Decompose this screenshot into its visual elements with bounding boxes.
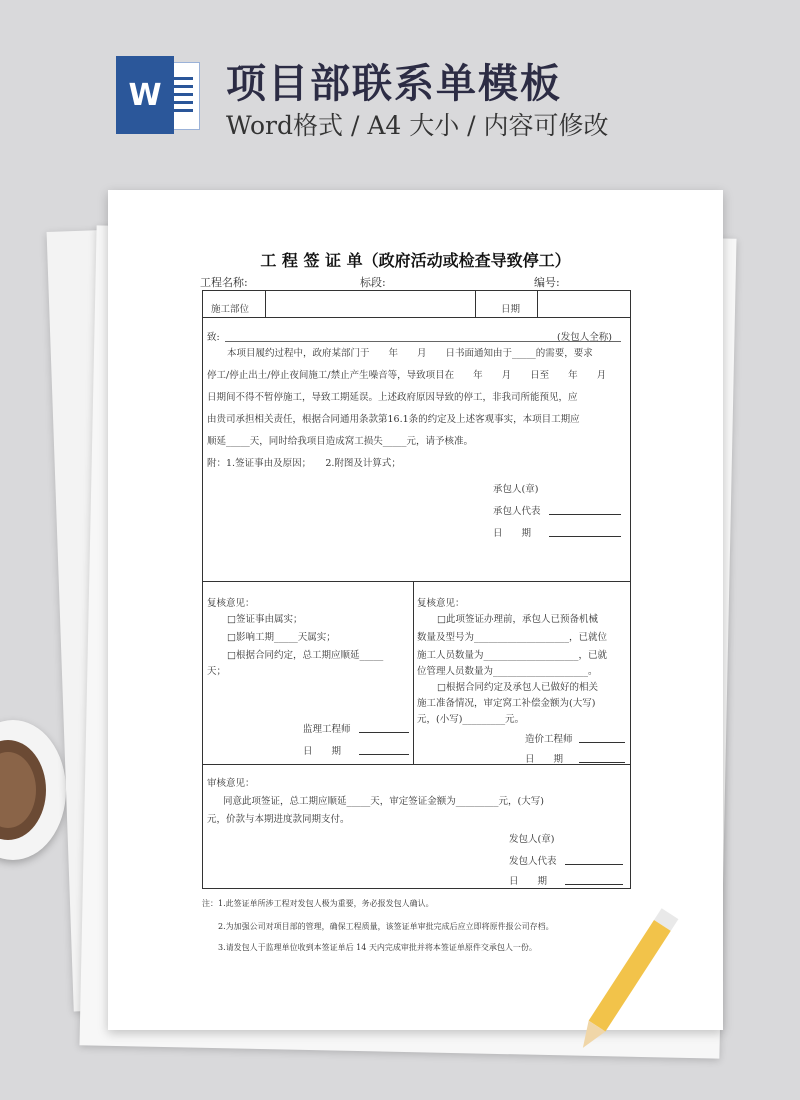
review-left-heading: 复核意见： bbox=[207, 598, 255, 609]
review-right-line-5: □根据合同约定及承包人已做好的相关 bbox=[437, 682, 598, 693]
visa-form-table bbox=[202, 290, 631, 889]
page-subtitle: Word格式 / A4 大小 / 内容可修改 bbox=[226, 111, 609, 140]
construction-unit-label: 施工部位 bbox=[211, 304, 250, 315]
body-line-2: 停工/停止出土/停止夜间施工/禁止产生噪音等，导致项目在 年 月 日至 年 月 bbox=[207, 370, 607, 381]
review-right-line-1: □此项签证办理前，承包人已预备机械 bbox=[437, 614, 598, 625]
review-right-heading: 复核意见： bbox=[417, 598, 465, 609]
review-right-line-4: 位管理人员数量为____________________。 bbox=[417, 666, 598, 677]
review-right-line-2: 数量及型号为____________________，已就位 bbox=[417, 632, 608, 643]
note-2: 2.为加强公司对项目部的管理，确保工程质量，该签证单审批完成后应立即将原件报公司存档。 bbox=[218, 922, 554, 931]
body-line-4: 由贵司承担相关责任，根据合同通用条款第16.1条的约定及上述客观事实，本项目工期应 bbox=[207, 414, 580, 425]
to-label: 致: bbox=[207, 332, 220, 343]
word-letter: W bbox=[116, 56, 174, 134]
note-1: 注：1.此签证单所涉工程对发包人极为重要，务必报发包人确认。 bbox=[202, 899, 434, 908]
document-page bbox=[108, 190, 723, 1030]
form-title: 工 程 签 证 单（政府活动或检查导致停工） bbox=[260, 251, 571, 270]
body-line-5: 顺延_____天，同时给我项目造成窝工损失_____元，请予核准。 bbox=[207, 436, 474, 447]
employer-seal: 发包人(章) bbox=[509, 834, 555, 845]
review-left-item-3: □根据合同约定，总工期应顺延_____ bbox=[227, 650, 384, 661]
contractor-seal: 承包人(章) bbox=[493, 484, 539, 495]
review-left-tail: 天； bbox=[207, 666, 227, 677]
attachment-label: 附：1.签证事由及原因； 2.附图及计算式； bbox=[207, 458, 401, 469]
employer-date: 日 期 bbox=[509, 876, 548, 887]
review-right-line-6: 施工准备情况，审定窝工补偿金额为(大写) bbox=[417, 698, 596, 709]
page-title: 项目部联系单模板 bbox=[226, 61, 562, 107]
section-label: 标段: bbox=[360, 276, 386, 289]
employer-full-name: (发包人全称) bbox=[557, 332, 612, 343]
review-right-line-7: 元，(小写)_________元。 bbox=[417, 714, 525, 725]
review-right-line-3: 施工人员数量为____________________，已就 bbox=[417, 650, 608, 661]
cost-engineer-date: 日 期 bbox=[525, 754, 564, 765]
note-3: 3.请发包人于监理单位收到本签证单后 14 天内完成审批并将本签证单原件交承包人一份。 bbox=[218, 943, 537, 952]
project-name-label: 工程名称: bbox=[200, 276, 248, 289]
audit-line-2: 元，价款与本期进度款同期支付。 bbox=[207, 814, 350, 825]
review-left-item-2: □影响工期_____天属实； bbox=[227, 632, 336, 643]
audit-line-1: 同意此项签证，总工期应顺延_____天，审定签证金额为_________元，(大写) bbox=[223, 796, 544, 807]
supervisor-date: 日 期 bbox=[303, 746, 342, 757]
body-line-1: 本项目履约过程中，政府某部门于 年 月 日书面通知由于_____的需要，要求 bbox=[227, 348, 593, 359]
review-left-item-1: □签证事由属实； bbox=[227, 614, 303, 625]
contractor-date-label: 日 期 bbox=[493, 528, 532, 539]
audit-heading: 审核意见： bbox=[207, 778, 255, 789]
date-label: 日期 bbox=[501, 304, 521, 315]
number-label: 编号: bbox=[534, 276, 560, 289]
contractor-rep-label: 承包人代表 bbox=[493, 506, 541, 517]
employer-rep-label: 发包人代表 bbox=[509, 856, 557, 867]
word-logo-icon bbox=[116, 56, 200, 134]
cost-engineer-signer: 造价工程师 bbox=[525, 734, 573, 745]
supervisor-signer: 监理工程师 bbox=[303, 724, 351, 735]
body-line-3: 日期间不得不暂停施工，导致工期延误。上述政府原因导致的停工，非我司所能预见，应 bbox=[207, 392, 578, 403]
